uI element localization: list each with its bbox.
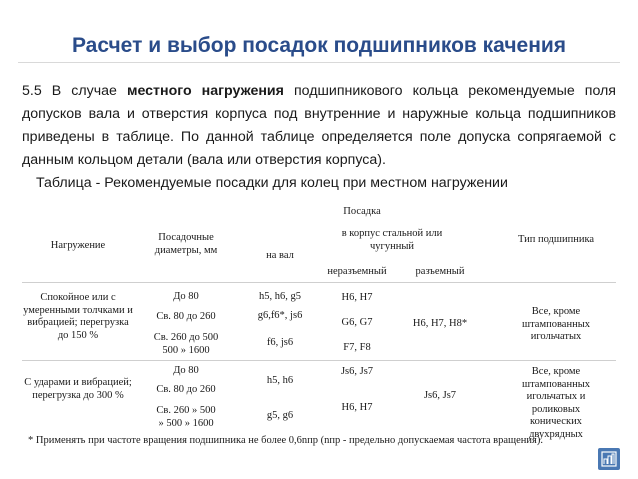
g1-h1: H6, H7 xyxy=(341,292,373,303)
table-caption: Таблица - Рекомендуемые посадки для колец при местном нагружении xyxy=(36,175,508,191)
g2-load: С ударами и вибрацией; перегрузка до 300 % xyxy=(24,377,132,401)
g2-d2: Св. 80 до 260 xyxy=(156,384,216,395)
header-fits: Посадка xyxy=(343,206,381,217)
body-paragraph xyxy=(22,80,616,172)
header-shaft: на вал xyxy=(266,250,294,261)
g2-d3b: » 500 » 1600 xyxy=(158,418,214,429)
fits-table xyxy=(22,200,616,440)
paragraph-lead: 5.5 В случае xyxy=(22,83,127,99)
presentation-logo-icon xyxy=(598,448,620,470)
g1-s2: g6,f6*, js6 xyxy=(257,310,303,321)
g1-load: Спокойное или с умеренными толчками и вибрацией; перегрузка до 150 % xyxy=(23,292,133,341)
header-load: Нагружение xyxy=(50,240,106,251)
header-diameters: Посадочные диаметры, мм xyxy=(154,232,218,256)
g2-h1: Js6, Js7 xyxy=(340,366,374,377)
header-housing: в корпус стальной или чугунный xyxy=(341,228,443,252)
g2-d3a: Св. 260 » 500 xyxy=(156,405,216,416)
g1-split: H6, H7, H8* xyxy=(412,318,468,329)
header-solid: неразъемный xyxy=(327,266,387,277)
g2-s12: h5, h6 xyxy=(266,375,294,386)
header-split: разъемный xyxy=(415,266,465,277)
g1-s3: f6, js6 xyxy=(266,337,294,348)
slide-title: Расчет и выбор посадок подшипников качения xyxy=(71,34,567,57)
title-divider xyxy=(18,62,620,63)
g2-d1: До 80 xyxy=(173,365,199,376)
g1-d1: До 80 xyxy=(173,291,199,302)
table-footnote: * Применять при частоте вращения подшипника не более 0,6nпр (nпр - предельно допускаемая частота вращения). xyxy=(28,435,543,446)
header-divider xyxy=(22,282,616,283)
g1-type: Все, кроме штампованных игольчатых xyxy=(522,306,590,342)
logo-glyph xyxy=(601,451,617,467)
g1-d2: Св. 80 до 260 xyxy=(156,311,216,322)
group-divider xyxy=(22,360,616,361)
g2-s3: g5, g6 xyxy=(266,410,294,421)
g1-h3: F7, F8 xyxy=(343,342,371,353)
g1-d3a: Св. 260 до 500 xyxy=(153,332,219,343)
g2-split: Js6, Js7 xyxy=(423,390,457,401)
g1-s1: h5, h6, g5 xyxy=(259,291,301,302)
g1-d3b: 500 » 1600 xyxy=(162,345,210,356)
paragraph-bold: местного нагружения xyxy=(126,83,284,99)
g2-type: Все, кроме штампованных игольчатых и роликовых конических двухрядных xyxy=(522,366,590,440)
header-type: Тип подшипника xyxy=(517,234,595,245)
paragraph-rest: подшипникового кольца рекомендуемые поля допусков вала и отверстия корпуса под внутренние и наружные кольца подшипников приведены в таблице. По данной таблице определяется поле допуска сопрягаемой с данным кольцом детали (вала или отверстия корпуса). xyxy=(22,83,616,168)
g1-h2: G6, G7 xyxy=(341,317,373,328)
g2-h23: H6, H7 xyxy=(341,402,373,413)
